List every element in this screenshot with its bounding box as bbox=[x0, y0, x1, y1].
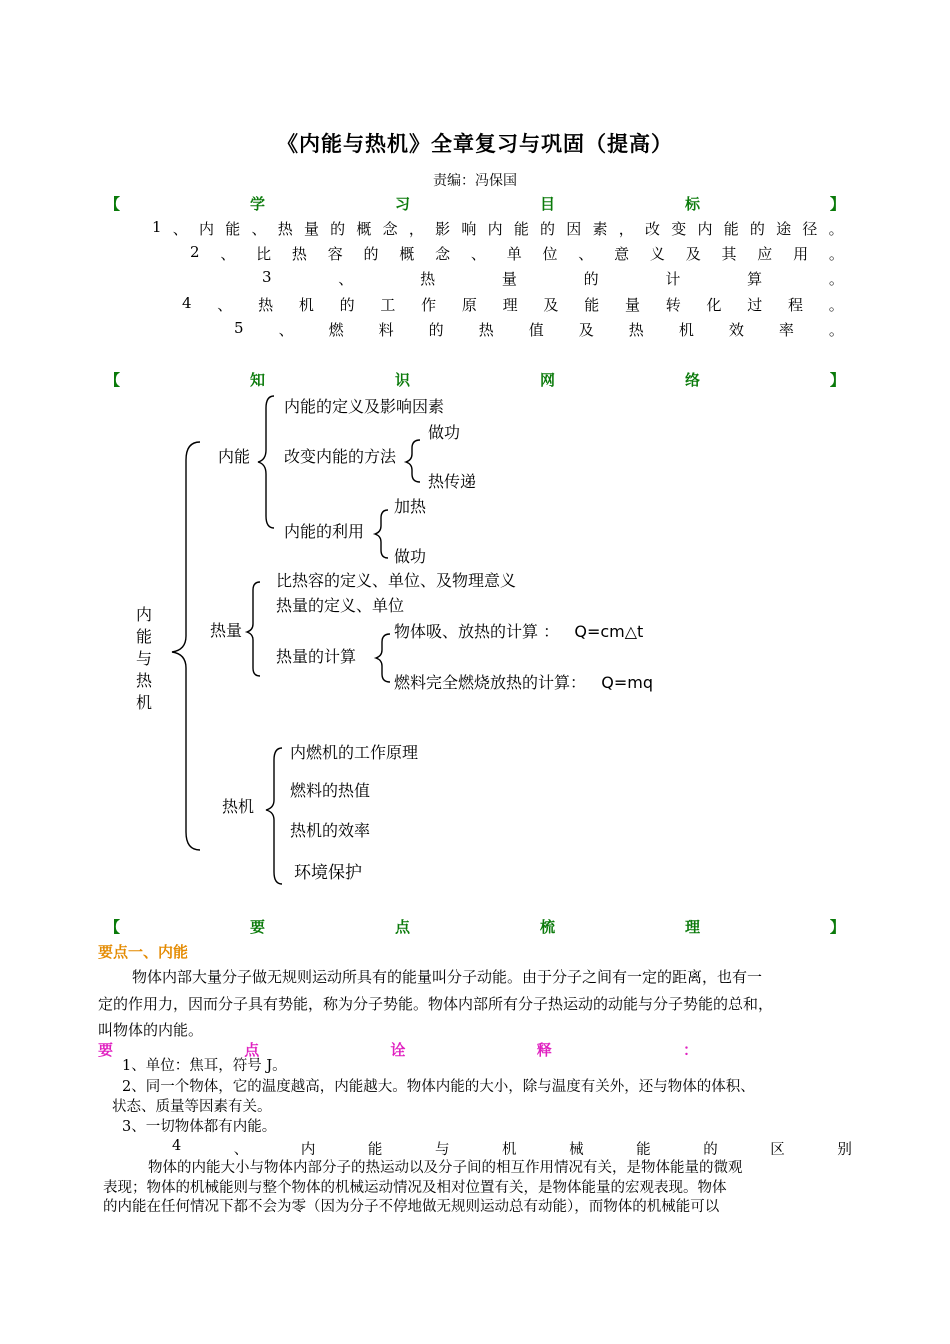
node-text: 热量的定义、单位 bbox=[276, 596, 405, 615]
line-char: 能 bbox=[367, 1142, 383, 1158]
root-char: 能 bbox=[136, 627, 153, 646]
explain-item-4-heading bbox=[172, 1138, 852, 1159]
line-char: 区 bbox=[770, 1142, 785, 1158]
line-char: 途 bbox=[776, 220, 792, 238]
line-char: 率 bbox=[778, 321, 794, 339]
bracket-left: 【 bbox=[105, 918, 121, 936]
line-char: 机 bbox=[502, 1142, 517, 1158]
bracket-left: 【 bbox=[105, 195, 121, 213]
line-char: 过 bbox=[747, 296, 763, 314]
brace-neineng bbox=[258, 396, 274, 528]
heading-char: 识 bbox=[394, 371, 410, 389]
goals-heading bbox=[105, 193, 845, 214]
line-char: 、 bbox=[578, 245, 594, 263]
line-char: 转 bbox=[665, 296, 681, 314]
node-text: 燃料的热值 bbox=[290, 781, 371, 800]
heading-char: 要 bbox=[249, 918, 265, 936]
line-char: 义 bbox=[649, 245, 665, 263]
line-char: 化 bbox=[706, 296, 722, 314]
line-char: 值 bbox=[528, 321, 544, 339]
node-text: 热量的计算 bbox=[276, 647, 357, 666]
node-text: 改变内能的方法 bbox=[284, 447, 397, 466]
heading-char: 点 bbox=[394, 918, 410, 936]
heading-char: ： bbox=[682, 1041, 698, 1059]
line-char: 热 bbox=[420, 270, 436, 288]
line-char: 及 bbox=[685, 245, 701, 263]
node-text: 内燃机的工作原理 bbox=[290, 743, 419, 762]
line-char: 的 bbox=[428, 321, 444, 339]
line-char: 热 bbox=[478, 321, 494, 339]
line-char: 机 bbox=[298, 296, 314, 314]
line-char: 径 bbox=[802, 220, 818, 238]
line-char: 工 bbox=[380, 296, 396, 314]
line-char: 、 bbox=[220, 245, 236, 263]
heading-char: 网 bbox=[539, 371, 555, 389]
paragraph-line: 物体内部大量分子做无规则运动所具有的能量叫分子动能。由于分子之间有一定的距离，也有一 bbox=[132, 968, 763, 986]
line-char: 念 bbox=[435, 245, 451, 263]
line-char: 用 bbox=[793, 245, 809, 263]
goal-line-1 bbox=[152, 218, 844, 239]
line-char: 程 bbox=[788, 296, 804, 314]
line-char: 热 bbox=[277, 220, 293, 238]
line-char: 4 bbox=[182, 294, 192, 312]
line-char: 料 bbox=[378, 321, 394, 339]
heading-char: 络 bbox=[684, 371, 700, 389]
line-char: 的 bbox=[330, 220, 346, 238]
line-char: 、 bbox=[217, 296, 233, 314]
line-char: 内 bbox=[487, 220, 503, 238]
line-char: 概 bbox=[399, 245, 415, 263]
line-char: 内 bbox=[199, 220, 215, 238]
line-char: 、 bbox=[172, 220, 188, 238]
line-char: 念 bbox=[382, 220, 398, 238]
line-char: ， bbox=[618, 220, 634, 238]
line-char: 的 bbox=[363, 245, 379, 263]
line-char: 。 bbox=[828, 321, 844, 339]
bracket-right: 】 bbox=[829, 371, 845, 389]
node-text: 物体吸、放热的计算 ： Q=cm△t bbox=[394, 622, 644, 641]
line-char: 内 bbox=[697, 220, 713, 238]
node-text: 加热 bbox=[394, 497, 427, 516]
line-char: 。 bbox=[828, 296, 844, 314]
heading-char: 学 bbox=[249, 195, 265, 213]
brace-calc bbox=[376, 634, 390, 682]
line-char: 、 bbox=[251, 220, 267, 238]
explain-item: 2、同一个物体，它的温度越高，内能越大。物体内能的大小，除与温度有关外，还与物体的体积、 bbox=[122, 1079, 755, 1095]
line-char: 的 bbox=[540, 220, 556, 238]
line-char: 2 bbox=[190, 243, 200, 261]
node-text: 比热容的定义、单位、及物理意义 bbox=[276, 571, 517, 590]
line-char: 及 bbox=[578, 321, 594, 339]
heading-char: 梳 bbox=[539, 918, 555, 936]
goal-line-5 bbox=[234, 319, 844, 340]
line-char: 。 bbox=[828, 245, 844, 263]
line-char: 概 bbox=[356, 220, 372, 238]
line-char: 热 bbox=[628, 321, 644, 339]
goal-line-4 bbox=[182, 294, 844, 315]
line-char: 改 bbox=[644, 220, 660, 238]
line-char: 能 bbox=[513, 220, 529, 238]
brace-use bbox=[375, 510, 388, 558]
line-char: ， bbox=[408, 220, 424, 238]
heading-char: 标 bbox=[684, 195, 700, 213]
heading-char: 理 bbox=[684, 918, 700, 936]
paragraph-line: 叫物体的内能。 bbox=[98, 1021, 204, 1039]
line-char: 。 bbox=[828, 270, 844, 288]
heading-char: 知 bbox=[249, 371, 265, 389]
node-text: 环境保护 bbox=[294, 863, 362, 883]
goal-line-2 bbox=[190, 243, 844, 264]
line-char: 其 bbox=[721, 245, 737, 263]
line-char: 素 bbox=[592, 220, 608, 238]
line-char: 量 bbox=[501, 270, 517, 288]
root-char: 机 bbox=[136, 693, 153, 712]
node-text: 热传递 bbox=[428, 472, 477, 491]
line-char: 、 bbox=[278, 321, 294, 339]
brace-reji bbox=[266, 748, 282, 884]
points-heading bbox=[105, 916, 845, 937]
line-char: 1 bbox=[152, 218, 162, 236]
node-text: 燃料完全燃烧放热的计算： Q=mq bbox=[394, 673, 654, 692]
paragraph-line: 物体的内能大小与物体内部分子的热运动以及分子间的相互作用情况有关，是物体能量的微观 bbox=[148, 1160, 743, 1176]
node-text: 做功 bbox=[428, 423, 461, 442]
line-char: 单 bbox=[506, 245, 522, 263]
explain-item: 1、单位：焦耳，符号 J。 bbox=[122, 1058, 287, 1074]
line-char: 因 bbox=[566, 220, 582, 238]
line-char: 位 bbox=[542, 245, 558, 263]
line-char: 的 bbox=[583, 270, 599, 288]
line-char: 与 bbox=[434, 1142, 450, 1158]
line-char: 量 bbox=[303, 220, 319, 238]
line-char: 、 bbox=[338, 270, 354, 288]
line-char: 变 bbox=[671, 220, 687, 238]
knowledge-network-diagram bbox=[0, 380, 950, 900]
line-char: 意 bbox=[614, 245, 630, 263]
line-char: 容 bbox=[327, 245, 343, 263]
branch-neineng: 内能 bbox=[218, 447, 251, 466]
branch-reji: 热机 bbox=[222, 797, 255, 816]
line-char: 能 bbox=[584, 296, 600, 314]
line-char: 量 bbox=[624, 296, 640, 314]
line-char: 燃 bbox=[328, 321, 344, 339]
line-char: 。 bbox=[828, 220, 844, 238]
line-char: 4 bbox=[172, 1138, 182, 1154]
author-line: 责编：冯保国 bbox=[433, 173, 517, 189]
brace-method bbox=[406, 440, 420, 482]
line-char: 能 bbox=[225, 220, 241, 238]
branch-reliang: 热量 bbox=[210, 621, 243, 640]
line-char: 5 bbox=[234, 319, 244, 337]
line-char: 、 bbox=[470, 245, 486, 263]
line-char: 原 bbox=[461, 296, 477, 314]
line-char: 、 bbox=[233, 1142, 249, 1158]
paragraph-line: 定的作用力，因而分子具有势能，称为分子势能。物体内部所有分子热运动的动能与分子势能的总和， bbox=[98, 995, 774, 1013]
line-char: 能 bbox=[636, 1142, 651, 1158]
node-text: 内能的利用 bbox=[284, 522, 365, 541]
heading-char: 释 bbox=[536, 1041, 552, 1059]
paragraph-line: 的内能在任何情况下都不会为零（因为分子不停地做无规则运动总有动能），而物体的机械能可以 bbox=[103, 1199, 720, 1215]
line-char: 计 bbox=[665, 270, 681, 288]
line-char: 3 bbox=[262, 268, 272, 286]
line-char: 机 bbox=[678, 321, 694, 339]
heading-char: 诠 bbox=[390, 1041, 406, 1059]
line-char: 响 bbox=[461, 220, 477, 238]
line-char: 能 bbox=[723, 220, 739, 238]
bracket-left: 【 bbox=[105, 371, 121, 389]
root-char: 热 bbox=[136, 671, 153, 690]
line-char: 的 bbox=[749, 220, 765, 238]
line-char: 算 bbox=[747, 270, 763, 288]
line-char: 别 bbox=[837, 1142, 852, 1158]
heading-char: 目 bbox=[539, 195, 555, 213]
bracket-right: 】 bbox=[829, 918, 845, 936]
heading-char: 点 bbox=[244, 1041, 260, 1059]
line-char: 及 bbox=[543, 296, 559, 314]
brace-root bbox=[172, 442, 200, 850]
brace-reliang bbox=[247, 582, 260, 676]
line-char: 理 bbox=[502, 296, 518, 314]
paragraph-line: 表现；物体的机械能则与整个物体的机械运动情况及相对位置有关，是物体能量的宏观表现。物体 bbox=[103, 1180, 727, 1196]
goal-line-3 bbox=[262, 268, 844, 289]
line-char: 的 bbox=[339, 296, 355, 314]
node-text: 做功 bbox=[394, 547, 427, 566]
line-char: 热 bbox=[258, 296, 274, 314]
node-text: 内能的定义及影响因素 bbox=[284, 397, 445, 416]
root-char: 与 bbox=[136, 649, 153, 668]
line-char: 热 bbox=[291, 245, 307, 263]
line-char: 比 bbox=[256, 245, 272, 263]
line-char: 影 bbox=[435, 220, 451, 238]
bracket-right: 】 bbox=[829, 195, 845, 213]
line-char: 作 bbox=[421, 296, 437, 314]
point1-title: 要点一、内能 bbox=[98, 943, 189, 961]
line-char: 效 bbox=[728, 321, 744, 339]
root-char: 内 bbox=[136, 605, 153, 624]
line-char: 械 bbox=[569, 1142, 584, 1158]
page-title: 《内能与热机》全章复习与巩固（提高） bbox=[277, 131, 673, 156]
line-char: 内 bbox=[300, 1142, 316, 1158]
line-char: 应 bbox=[757, 245, 773, 263]
explain-item: 3、一切物体都有内能。 bbox=[122, 1119, 277, 1135]
line-char: 的 bbox=[703, 1142, 718, 1158]
heading-char: 要 bbox=[98, 1041, 114, 1059]
node-text: 热机的效率 bbox=[290, 821, 371, 840]
explain-item: 状态、质量等因素有关。 bbox=[112, 1099, 272, 1115]
heading-char: 习 bbox=[394, 195, 410, 213]
